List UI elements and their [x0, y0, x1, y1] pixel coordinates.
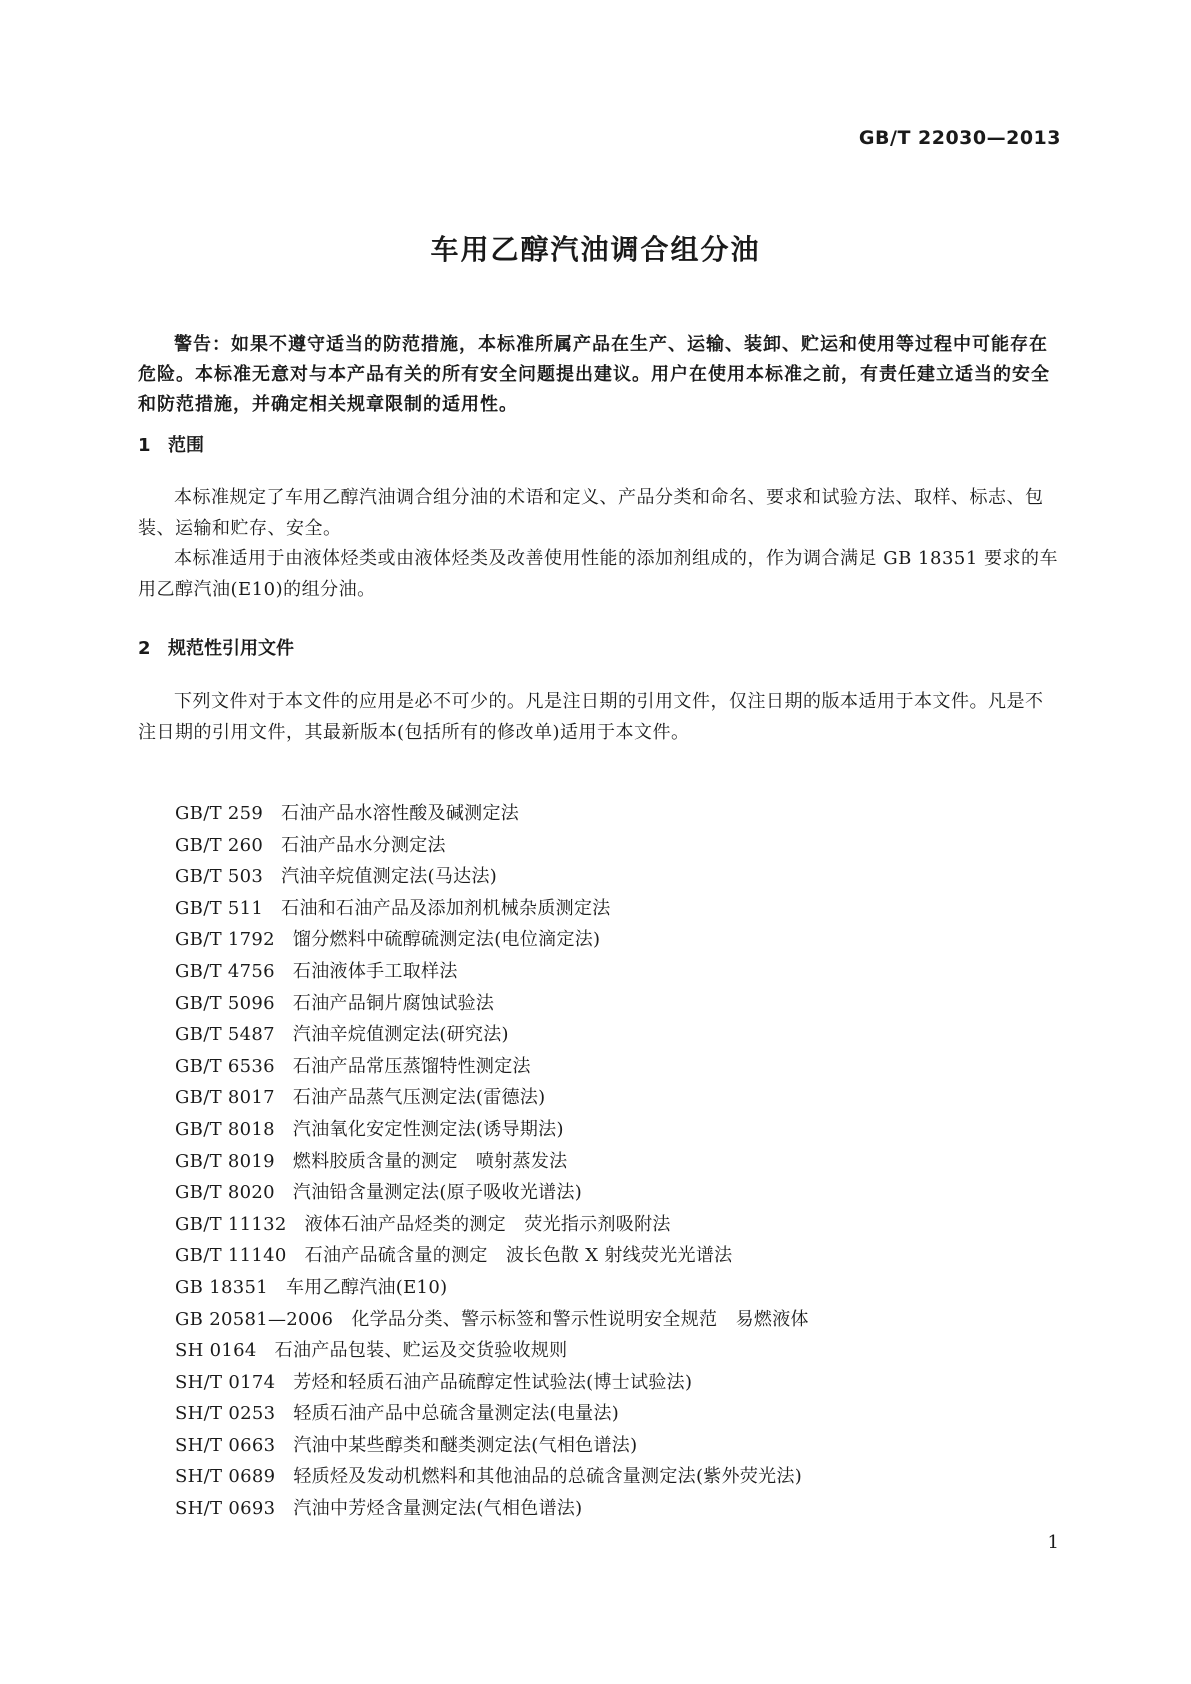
section-2-heading — [138, 634, 294, 660]
reference-code: GB/T 5487 — [175, 1024, 275, 1046]
reference-item — [175, 798, 809, 830]
reference-item — [175, 1367, 809, 1399]
reference-code: GB/T 8018 — [175, 1118, 275, 1140]
reference-code: GB/T 8017 — [175, 1087, 275, 1109]
reference-item — [175, 1209, 809, 1241]
page-number: 1 — [1047, 1532, 1059, 1553]
reference-title: 石油液体手工取样法 — [292, 960, 458, 982]
reference-title: 石油和石油产品及添加剂机械杂质测定法 — [281, 897, 611, 919]
reference-item — [175, 861, 809, 893]
reference-item — [175, 893, 809, 925]
reference-code: GB/T 511 — [175, 897, 264, 919]
reference-item — [175, 1114, 809, 1146]
normative-references-list — [175, 798, 809, 1525]
reference-title: 轻质烃及发动机燃料和其他油品的总硫含量测定法(紫外荧光法) — [293, 1466, 803, 1488]
reference-item — [175, 830, 809, 862]
reference-item — [175, 1335, 809, 1367]
reference-code: SH/T 0253 — [175, 1403, 276, 1425]
section-1-title: 范围 — [168, 435, 204, 456]
reference-code: GB/T 260 — [175, 834, 264, 856]
reference-item — [175, 1398, 809, 1430]
reference-code: SH/T 0663 — [175, 1434, 276, 1456]
reference-title: 石油产品包装、贮运及交货验收规则 — [274, 1340, 568, 1362]
reference-title: 石油产品水溶性酸及碱测定法 — [281, 803, 520, 824]
reference-item — [175, 1240, 809, 1272]
scope-paragraph-2: 本标准适用于由液体烃类或由液体烃类及改善使用性能的添加剂组成的，作为调合满足 GB 18351 要求的车用乙醇汽油(E10)的组分油。 — [138, 548, 1059, 600]
reference-item — [175, 1051, 809, 1083]
reference-title: 燃料胶质含量的测定 喷射蒸发法 — [292, 1150, 568, 1172]
reference-title: 汽油铅含量测定法(原子吸收光谱法) — [292, 1182, 583, 1204]
document-title: 车用乙醇汽油调合组分油 — [430, 233, 761, 266]
warning-paragraph: 警告：如果不遵守适当的防范措施，本标准所属产品在生产、运输、装卸、贮运和使用等过程中可能存在危险。本标准无意对与本产品有关的所有安全问题提出建议。用户在使用本标准之前，有责任建立适当的安全和防范措施，并确定相关规章限制的适用性。 — [138, 334, 1050, 415]
reference-code: SH/T 0689 — [175, 1466, 276, 1488]
reference-code: SH/T 0174 — [175, 1371, 276, 1393]
reference-title: 液体石油产品烃类的测定 荧光指示剂吸附法 — [304, 1213, 671, 1235]
reference-item — [175, 1019, 809, 1051]
section-1-heading — [138, 431, 204, 457]
section-2-title: 规范性引用文件 — [168, 638, 294, 659]
reference-item — [175, 1461, 809, 1493]
reference-code: GB/T 6536 — [175, 1055, 275, 1077]
reference-title: 汽油中芳烃含量测定法(气相色谱法) — [293, 1498, 583, 1520]
reference-title: 汽油辛烷值测定法(马达法) — [281, 866, 498, 888]
scope-paragraph-1: 本标准规定了车用乙醇汽油调合组分油的术语和定义、产品分类和命名、要求和试验方法、取样、标志、包装、运输和贮存、安全。 — [138, 487, 1044, 539]
reference-code: GB/T 11132 — [175, 1213, 287, 1235]
reference-code: GB/T 4756 — [175, 960, 275, 982]
reference-code: GB 20581—2006 — [175, 1308, 334, 1330]
references-intro: 下列文件对于本文件的应用是必不可少的。凡是注日期的引用文件，仅注日期的版本适用于本文件。凡是不注日期的引用文件，其最新版本(包括所有的修改单)适用于本文件。 — [138, 691, 1044, 743]
reference-item — [175, 1304, 809, 1336]
reference-code: GB/T 11140 — [175, 1245, 287, 1267]
reference-title: 轻质石油产品中总硫含量测定法(电量法) — [293, 1403, 620, 1425]
reference-code: GB/T 5096 — [175, 992, 275, 1014]
standard-code: GB/T 22030—2013 — [858, 127, 1061, 149]
reference-item — [175, 1146, 809, 1178]
reference-title: 车用乙醇汽油(E10) — [286, 1276, 448, 1298]
reference-item — [175, 988, 809, 1020]
reference-code: SH 0164 — [175, 1340, 257, 1362]
reference-title: 馏分燃料中硫醇硫测定法(电位滴定法) — [292, 929, 601, 951]
reference-item — [175, 924, 809, 956]
reference-code: GB/T 1792 — [175, 929, 275, 951]
section-2-number: 2 — [138, 638, 151, 659]
reference-item — [175, 1493, 809, 1525]
reference-title: 化学品分类、警示标签和警示性说明安全规范 易燃液体 — [351, 1308, 809, 1330]
reference-code: GB/T 8019 — [175, 1150, 275, 1172]
reference-title: 石油产品常压蒸馏特性测定法 — [292, 1055, 531, 1077]
reference-item — [175, 1272, 809, 1304]
reference-title: 石油产品硫含量的测定 波长色散 X 射线荧光光谱法 — [304, 1245, 733, 1267]
reference-title: 石油产品蒸气压测定法(雷德法) — [292, 1087, 546, 1109]
reference-item — [175, 1430, 809, 1462]
reference-code: SH/T 0693 — [175, 1498, 276, 1520]
reference-title: 汽油中某些醇类和醚类测定法(气相色谱法) — [293, 1434, 638, 1456]
reference-title: 汽油氧化安定性测定法(诱导期法) — [292, 1118, 564, 1140]
reference-title: 芳烃和轻质石油产品硫醇定性试验法(博士试验法) — [293, 1371, 693, 1393]
reference-item — [175, 1082, 809, 1114]
reference-code: GB/T 503 — [175, 866, 264, 888]
reference-code: GB/T 8020 — [175, 1182, 275, 1204]
reference-code: GB 18351 — [175, 1276, 268, 1298]
reference-code: GB/T 259 — [175, 803, 264, 824]
reference-item — [175, 1177, 809, 1209]
reference-title: 汽油辛烷值测定法(研究法) — [292, 1024, 509, 1046]
reference-title: 石油产品水分测定法 — [281, 834, 446, 856]
reference-title: 石油产品铜片腐蚀试验法 — [292, 992, 495, 1014]
reference-item — [175, 956, 809, 988]
section-1-number: 1 — [138, 435, 151, 456]
